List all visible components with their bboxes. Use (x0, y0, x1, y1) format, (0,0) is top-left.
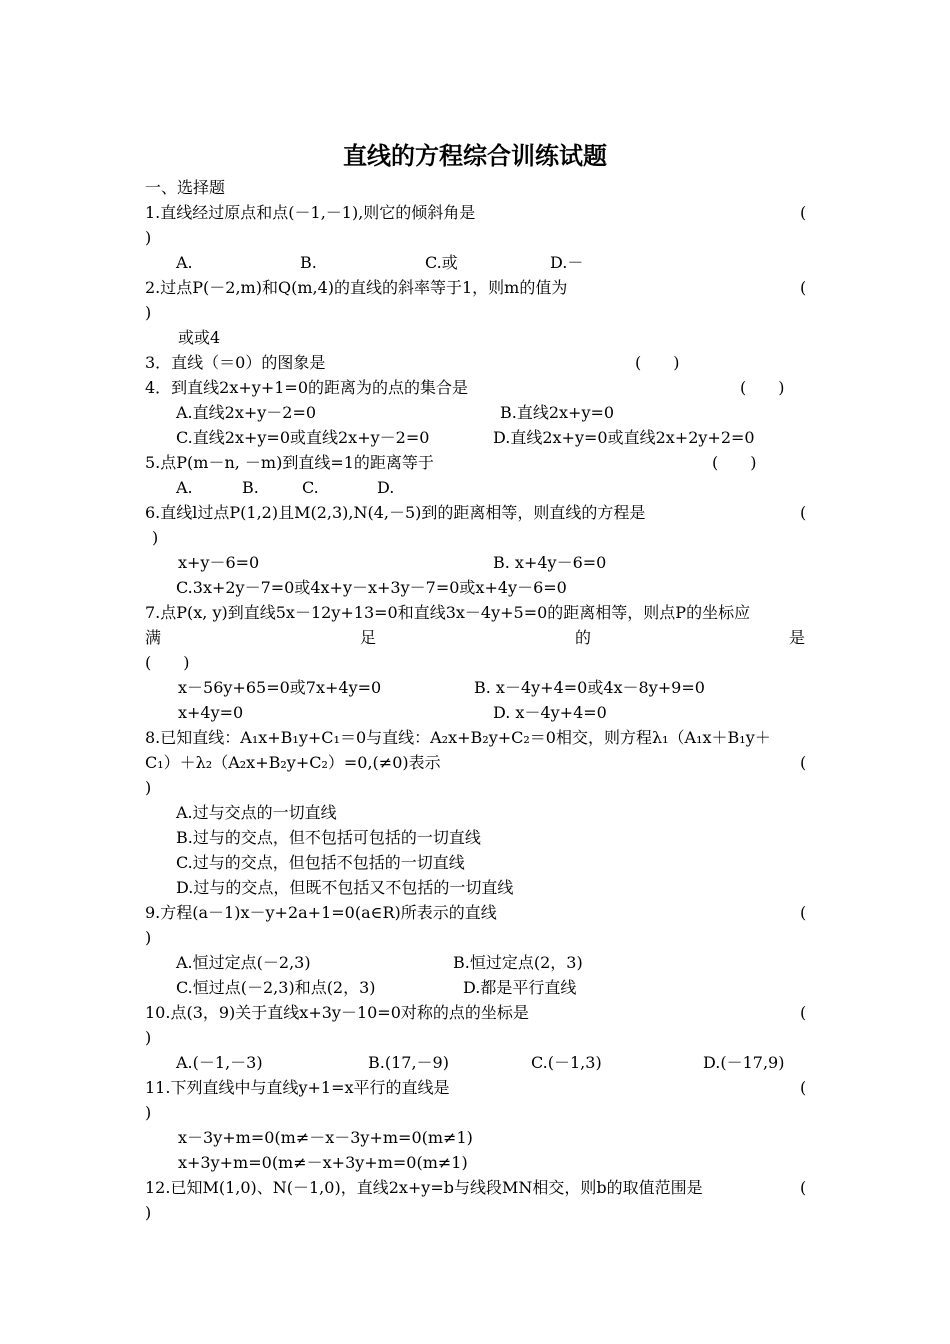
question-9: 9.方程(a－1)x－y+2a+1=0(a∈R)所表示的直线 (145, 903, 497, 922)
option-a: A. (176, 253, 193, 272)
question-3: 3．直线（＝0）的图象是 (145, 353, 326, 372)
option-d: D.都是平行直线 (463, 978, 577, 997)
option-c: C.(－1,3) (531, 1053, 602, 1072)
option-a: A.(－1,－3) (176, 1053, 263, 1072)
question-5: 5.点P(m－n, －m)到直线=1的距离等于 (145, 453, 434, 472)
option-a: x+y－6=0 (178, 553, 260, 572)
answer-paren-open: ( (800, 903, 807, 922)
answer-paren: ( ) (740, 378, 785, 397)
answer-paren-close: ) (145, 1103, 152, 1122)
question-2: 2.过点P(－2,m)和Q(m,4)的直线的斜率等于1，则m的值为 (145, 278, 568, 297)
option-b: B. (242, 478, 259, 497)
option-a: x－56y+65=0或7x+4y=0 (178, 678, 382, 697)
option-b: B.(17,－9) (368, 1053, 449, 1072)
answer-paren-close: ) (145, 228, 152, 247)
justified-word: 的 (575, 628, 592, 647)
option-c: C.过与的交点，但包括不包括的一切直线 (176, 853, 465, 872)
question-8-cont: C₁）＋λ₂（A₂x+B₂y+C₂）=0,(≠0)表示 (145, 753, 441, 772)
option-d: D.－ (550, 253, 584, 272)
option-c: C. (302, 478, 319, 497)
option-c: C.3x+2y－7=0或4x+y－x+3y－7=0或x+4y－6=0 (176, 578, 567, 597)
justified-word: 是 (789, 628, 806, 647)
option-d: D.过与的交点，但既不包括又不包括的一切直线 (176, 878, 514, 897)
question-4: 4．到直线2x+y+1=0的距离为的点的集合是 (145, 378, 469, 397)
section-heading: 一、选择题 (145, 178, 226, 197)
question-11: 11.下列直线中与直线y+1=x平行的直线是 (145, 1078, 450, 1097)
option-b: B.过与的交点，但不包括可包括的一切直线 (176, 828, 481, 847)
option-b: B. x－4y+4=0或4x－8y+9=0 (474, 678, 705, 697)
option-a: A.直线2x+y－2=0 (176, 403, 317, 422)
answer-paren-open: ( (800, 278, 807, 297)
option-c: C.直线2x+y=0或直线2x+y－2=0 (176, 428, 430, 447)
option-b: B. (300, 253, 317, 272)
options-line: x+3y+m=0(m≠－x+3y+m=0(m≠1) (178, 1153, 468, 1172)
answer-paren: ( ) (145, 653, 190, 672)
answer-paren-open: ( (800, 203, 807, 222)
question-7: 7.点P(x, y)到直线5x－12y+13=0和直线3x－4y+5=0的距离相等，则点P的坐标应 (145, 603, 751, 622)
options-line: x－3y+m=0(m≠－x－3y+m=0(m≠1) (178, 1128, 473, 1147)
answer-paren-open: ( (800, 503, 807, 522)
answer-paren-open: ( (800, 1178, 807, 1197)
option-b: B.恒过定点(2，3) (453, 953, 583, 972)
question-1: 1.直线经过原点和点(－1,－1),则它的倾斜角是 (145, 203, 476, 222)
justified-word: 满 (145, 628, 162, 647)
option-b: B.直线2x+y=0 (500, 403, 615, 422)
answer-paren-close: ) (145, 928, 152, 947)
option-c: x+4y=0 (178, 703, 244, 722)
answer-paren-close: ) (145, 1028, 152, 1047)
option-c: C.或 (425, 253, 458, 272)
option-b: B. x+4y－6=0 (493, 553, 607, 572)
answer-paren-close: ) (145, 1203, 152, 1222)
option-d: D. (377, 478, 395, 497)
answer-paren-open: ( (800, 753, 807, 772)
option-a: A.过与交点的一切直线 (176, 803, 337, 822)
option-d: D. x－4y+4=0 (493, 703, 607, 722)
answer-paren-close: ) (145, 303, 152, 322)
question-10: 10.点(3，9)关于直线x+3y－10=0对称的点的坐标是 (145, 1003, 529, 1022)
answer-paren-close: ) (145, 778, 152, 797)
page-title: 直线的方程综合训练试题 (343, 142, 607, 170)
answer-paren-open: ( (800, 1003, 807, 1022)
question-8: 8.已知直线：A₁x+B₁y+C₁＝0与直线：A₂x+B₂y+C₂＝0相交，则方程λ₁（A₁x＋B₁y＋ (145, 728, 771, 747)
option-d: D.直线2x+y=0或直线2x+2y+2=0 (493, 428, 755, 447)
answer-paren-open: ( (800, 1078, 807, 1097)
question-12: 12.已知M(1,0)、N(－1,0)，直线2x+y=b与线段MN相交，则b的取值范围是 (145, 1178, 703, 1197)
justified-word: 足 (360, 628, 377, 647)
question-6: 6.直线l过点P(1,2)且M(2,3),N(4,－5)到的距离相等，则直线的方程是 (145, 503, 646, 522)
answer-paren-close: ) (152, 528, 159, 547)
options-line: 或或4 (178, 328, 221, 347)
option-c: C.恒过点(－2,3)和点(2，3) (176, 978, 376, 997)
option-a: A.恒过定点(－2,3) (176, 953, 311, 972)
option-a: A. (176, 478, 193, 497)
answer-paren: ( ) (635, 353, 680, 372)
answer-paren: ( ) (712, 453, 757, 472)
option-d: D.(－17,9) (703, 1053, 785, 1072)
